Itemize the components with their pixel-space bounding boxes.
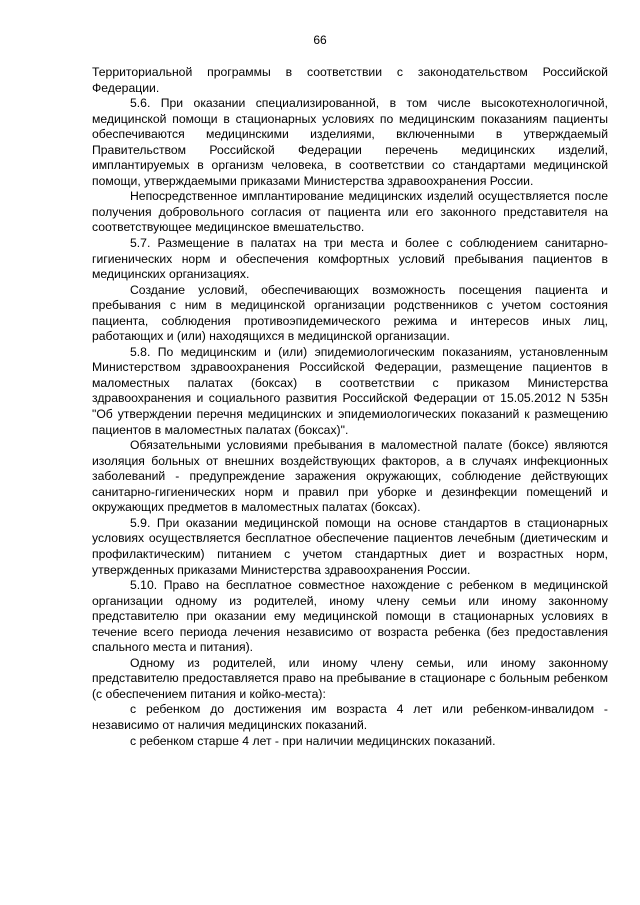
paragraph-5-8: 5.8. По медицинским и (или) эпидемиологическим показаниям, установленным Министерством здравоохранения Российской Федерации, размещение пациентов в маломестных палатах (боксах) в соответствии с приказом Министерства здравоохранения и социального развития Российской Федерации от 15.05.2012 N 535н "Об утверждении перечня медицинских и эпидемиологических показаний к размещению пациентов в маломестных палатах (боксах)".	[92, 344, 608, 437]
paragraph-5-6: 5.6. При оказании специализированной, в том числе высокотехнологичной, медицинской помощи в стационарных условиях по медицинским показаниям пациенты обеспечиваются медицинскими изделиями, включенными в утверждаемый Правительством Российской Федерации перечень медицинских изделий, имплантируемых в организм человека, в соответствии со стандартами медицинской помощи, утверждаемыми приказами Министерства здравоохранения России.	[92, 96, 608, 188]
paragraph-5-10: 5.10. Право на бесплатное совместное нахождение с ребенком в медицинской организации одному из родителей, иному члену семьи или иному законному представителю при оказании ему медицинской помощи в стационарных условиях в течение всего периода лечения независимо от возраста ребенка (без предоставления спального места и питания).	[92, 578, 608, 655]
paragraph-parent-stay-right: Одному из родителей, или иному члену семьи, или иному законному представителю предоставляется право на пребывание в стационаре с больным ребенком (с обеспечением питания и койко-места):	[92, 655, 608, 701]
paragraph-child-over-4: с ребенком старше 4 лет - при наличии медицинских показаний.	[130, 733, 496, 748]
paragraph-isolation-conditions: Обязательными условиями пребывания в маломестной палате (боксе) являются изоляция больных от внешних воздействующих факторов, а в случаях инфекционных заболеваний - предупреждение заражения окружающих, соблюдение действующих санитарно-гигиенических норм и правил при уборке и дезинфекции помещений и окружающих предметов в маломестных палатах (боксах).	[92, 438, 608, 515]
paragraph-5-7: 5.7. Размещение в палатах на три места и более с соблюдением санитарно-гигиенических норм и обеспечения комфортных условий пребывания пациентов в медицинских организациях.	[92, 236, 608, 282]
document-body	[92, 65, 608, 749]
paragraph-5-9: 5.9. При оказании медицинской помощи на основе стандартов в стационарных условиях осуществляется бесплатное обеспечение пациентов лечебным (диетическим и профилактическим) питанием с учетом стандартных диет и возрастных норм, утвержденных приказами Министерства здравоохранения России.	[92, 515, 608, 577]
paragraph-implant-consent: Непосредственное имплантирование медицинских изделий осуществляется после получения добровольного согласия от пациента или его законного представителя на соответствующее медицинское вмешательство.	[92, 189, 608, 235]
paragraph-visiting-conditions: Создание условий, обеспечивающих возможность посещения пациента и пребывания с ним в медицинской организации родственников с учетом состояния пациента, соблюдения противоэпидемического режима и интересов иных лиц, работающих и (или) находящихся в медицинской организации.	[92, 282, 608, 344]
page-number: 66	[313, 33, 327, 47]
paragraph-continuation: Территориальной программы в соответствии с законодательством Российской Федерации.	[92, 65, 608, 95]
paragraph-child-under-4: с ребенком до достижения им возраста 4 лет или ребенком-инвалидом - независимо от наличия медицинских показаний.	[92, 702, 608, 732]
